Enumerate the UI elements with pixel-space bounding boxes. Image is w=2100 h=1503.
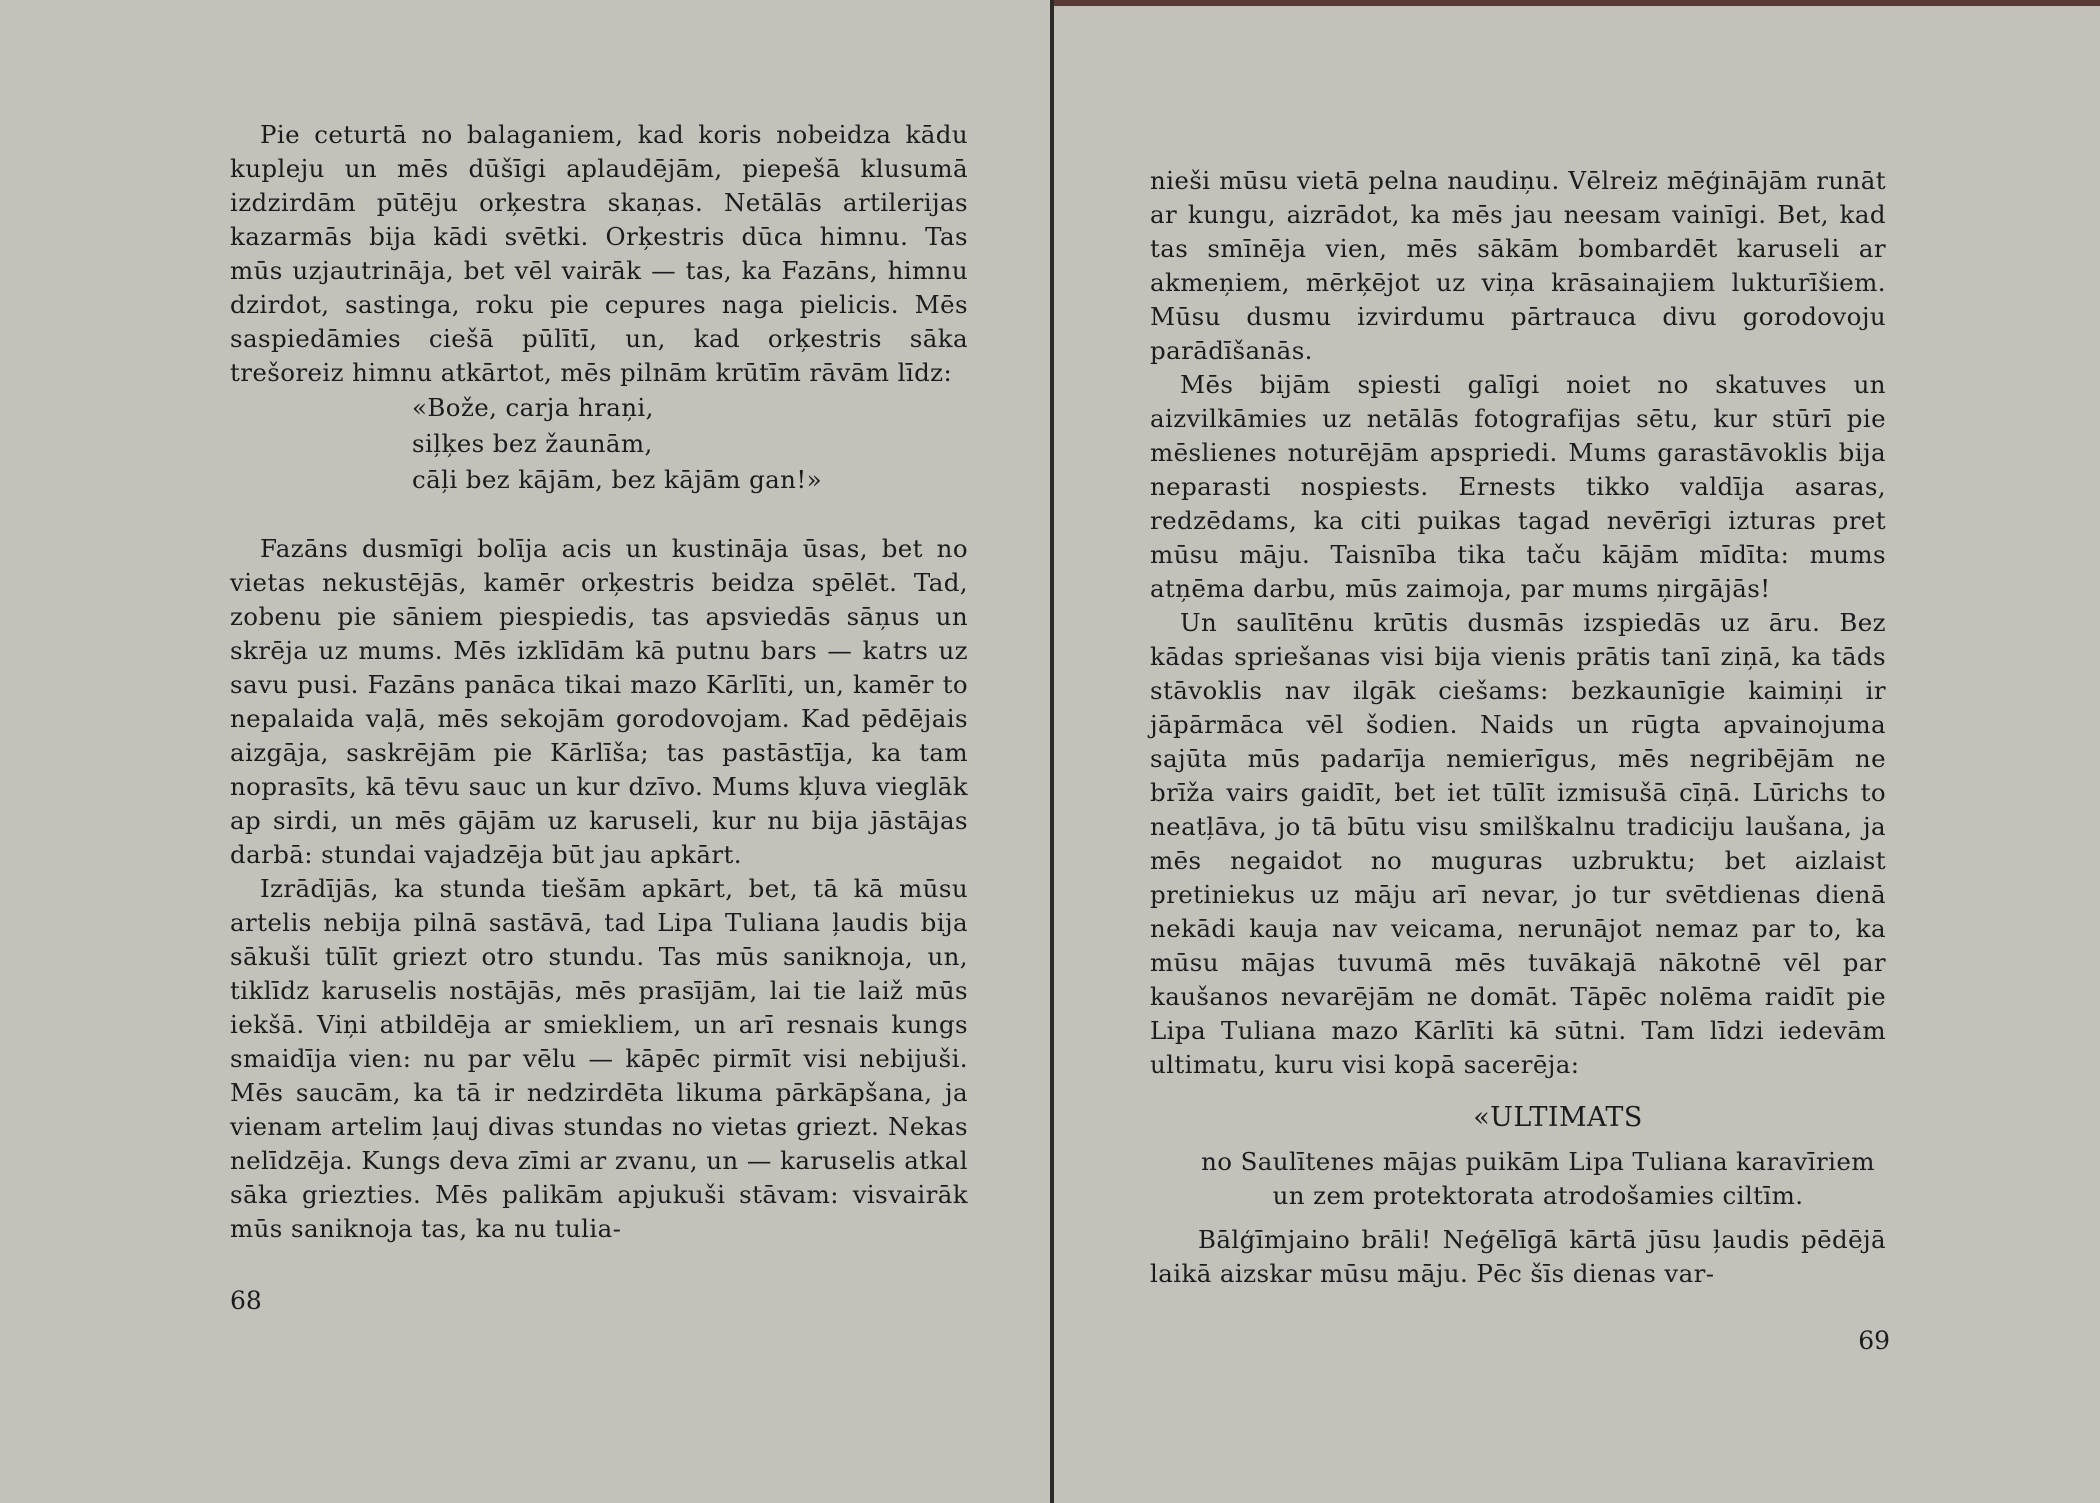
page-number: 68 <box>230 1286 262 1315</box>
left-page-text <box>230 118 968 1246</box>
verse-line: «Bože, carja hraņi, <box>412 393 654 422</box>
ultimatum-title: «ULTIMATS <box>1473 1102 1643 1133</box>
paragraph: Mēs bijām spiesti galīgi noiet no skatuves un aizvilkāmies uz netālās fotografijas sētu, kur stūrī pie mēslienes noturējām apspriedi. Mums garastāvoklis bija neparasti nospiests. Ernests tikko valdīja asaras, redzēdams, ka citi puikas tagad nevērīgi izturas pret mūsu māju. Taisnība tika taču kājām mīdīta: mums atņēma darbu, mūs zaimoja, par mums ņirgājās! <box>1150 370 1886 603</box>
paragraph: Un saulītēnu krūtis dusmās izspiedās uz āru. Bez kādas spriešanas visi bija vienis prātis tanī ziņā, ka tāds stāvoklis nav ilgāk ciešams: bezkaunīgie kaimiņi ir jāpārmāca vēl šodien. Naids un rūgta apvainojuma sajūta mūs padarīja nemierīgus, mēs negribējām ne brīža vairs gaidīt, bet iet tūlīt izmisušā cīņā. Lūrichs to neatļāva, jo tā būtu visu smilškalnu tradiciju laušana, ja mēs negaidot no muguras uzbruktu; bet aizlaist pretiniekus uz māju arī nevar, jo tur svētdienas dienā nekādi kauja nav veicama, nerunājot nemaz par to, ka mūsu mājas tuvumā mēs tuvākajā nākotnē vēl par kaušanos nevarējām ne domāt. Tāpēc nolēma raidīt pie Lipa Tuliana mazo Kārlīti kā sūtni. Tam līdzi iedevām ultimatu, kuru visi kopā sacerēja: <box>1150 608 1886 1079</box>
paragraph: Pie ceturtā no balaganiem, kad koris nobeidza kādu kupleju un mēs dūšīgi aplaudējām, piepešā klusumā izdzirdām pūtēju orķestra skaņas. Netālās artilerijas kazarmās bija kādi svētki. Orķestris dūca himnu. Tas mūs uzjautrināja, bet vēl vairāk — tas, ka Fazāns, himnu dzirdot, sastinga, roku pie cepures naga pielicis. Mēs saspiedāmies ciešā pūlītī, un, kad orķestris sāka trešoreiz himnu atkārtot, mēs pilnām krūtīm rāvām līdz: <box>230 120 968 387</box>
verse <box>412 390 968 498</box>
paragraph: nieši mūsu vietā pelna naudiņu. Vēlreiz mēģinājām runāt ar kungu, aizrādot, ka mēs jau neesam vainīgi. Bet, kad tas smīnēja vien, mēs sākām bombardēt karuseli ar akmeņiem, mērķējot uz viņa krāsainajiem lukturīšiem. Mūsu dusmu izvirdumu pārtrauca divu gorodovoju parādīšanās. <box>1150 166 1886 365</box>
ultimatum-subtitle-line: no Saulītenes mājas puikām Lipa Tuliana karavīriem <box>1201 1147 1875 1176</box>
verse-line: siļķes bez žaunām, <box>412 429 653 458</box>
ultimatum-body: Bālģīmjaino brāli! Neģēlīgā kārtā jūsu ļaudis pēdējā laikā aizskar mūsu māju. Pēc šīs dienas var- <box>1150 1225 1886 1288</box>
verse-line: cāļi bez kājām, bez kājām gan!» <box>412 465 822 494</box>
ultimatum-subtitle <box>1150 1145 1886 1213</box>
paragraph: Fazāns dusmīgi bolīja acis un kustināja ūsas, bet no vietas nekustējās, kamēr orķestris beidza spēlēt. Tad, zobenu pie sāniem piespiedis, tas apsviedās sāņus un skrēja uz mums. Mēs izklīdām kā putnu bars — katrs uz savu pusi. Fazāns panāca tikai mazo Kārlīti, un, kamēr to nepalaida vaļā, mēs sekojām gorodovojam. Kad pēdējais aizgāja, saskrējām pie Kārlīša; tas pastāstīja, ka tam noprasīts, kā tēvu sauc un kur dzīvo. Mums kļuva vieglāk ap sirdi, un mēs gājām uz karuseli, kur nu bija jāstājas darbā: stundai vajadzēja būt jau apkārt. <box>230 534 968 869</box>
paragraph: Izrādījās, ka stunda tiešām apkārt, bet, tā kā mūsu artelis nebija pilnā sastāvā, tad Lipa Tuliana ļaudis bija sākuši tūlīt griezt otro stundu. Tas mūs saniknoja, un, tiklīdz karuselis nostājās, mēs prasījām, lai tie laiž mūs iekšā. Viņi atbildēja ar smiekliem, un arī resnais kungs smaidīja vien: nu par vēlu — kāpēc pirmīt visi nebijuši. Mēs saucām, ka tā ir nedzirdēta likuma pārkāpšana, ja vienam artelim ļauj divas stundas no vietas griezt. Nekas nelīdzēja. Kungs deva zīmi ar zvanu, un — karuselis atkal sāka griezties. Mēs palikām apjukuši stāvam: visvairāk mūs saniknoja tas, ka nu tulia- <box>230 874 968 1243</box>
right-page <box>1054 0 2100 1503</box>
page-number: 69 <box>1858 1326 1890 1355</box>
ultimatum-subtitle-line: un zem protektorata atrodošamies ciltīm. <box>1272 1181 1804 1210</box>
right-page-text <box>1150 164 1886 1082</box>
ultimatum-section <box>1150 1101 1886 1291</box>
